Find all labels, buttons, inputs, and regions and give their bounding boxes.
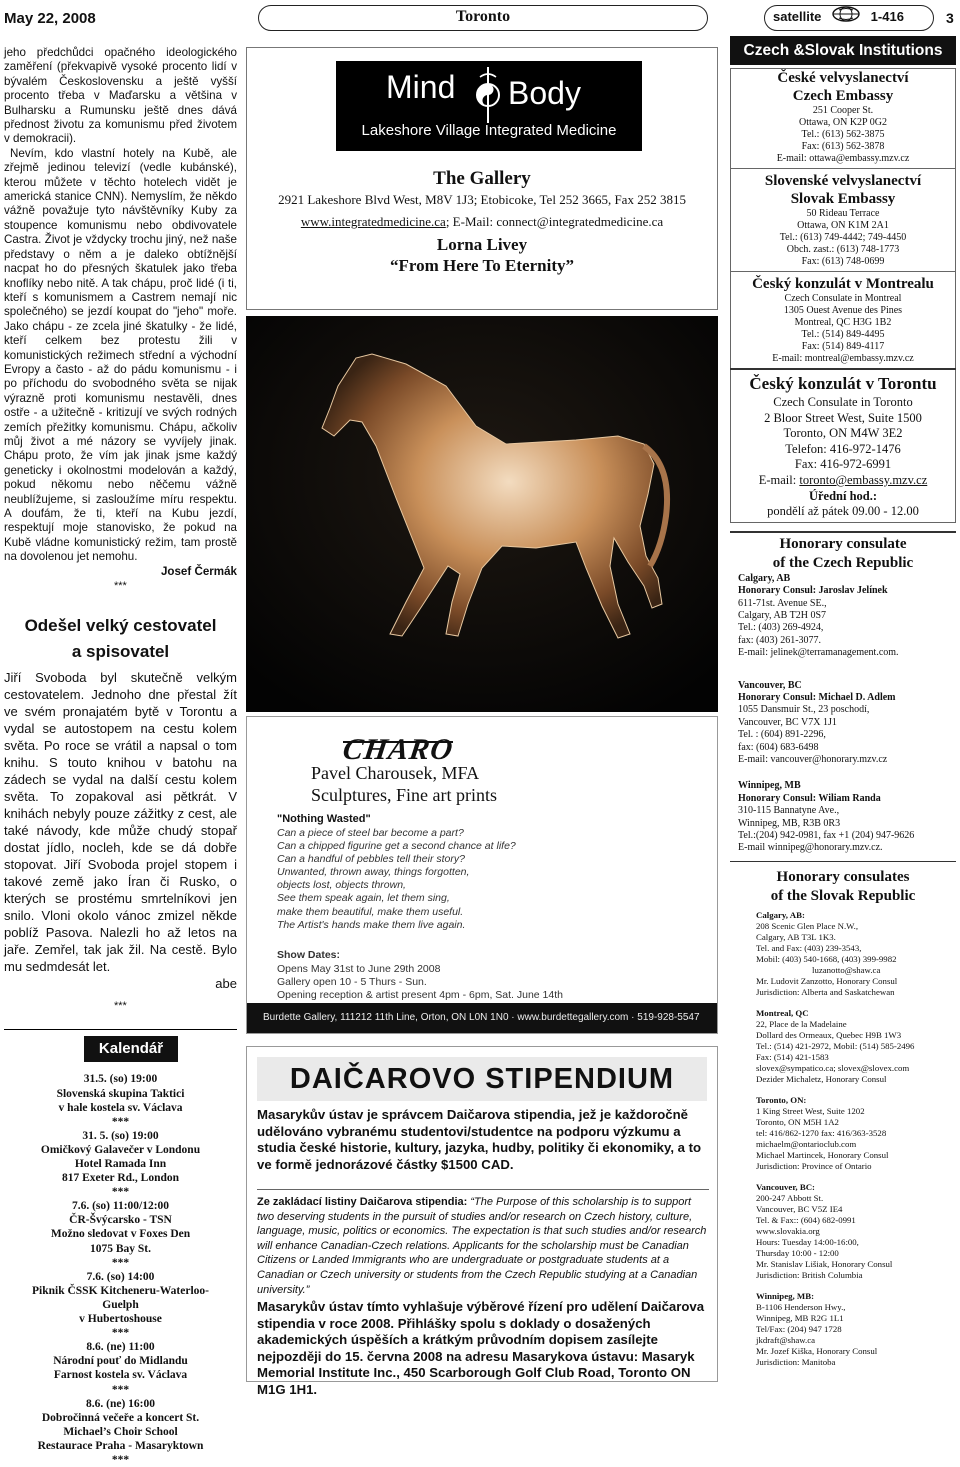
consul-line: jkdraft@shaw.ca: [756, 1334, 816, 1345]
consul-line: Dezider Michaletz, Honorary Consul: [756, 1073, 887, 1084]
embassy-line: Fax: (613) 748-0699: [801, 256, 885, 267]
calendar-line: Guelph: [102, 1298, 139, 1311]
article1-paragraph: jeho předchůdci opačného ideologického zaměření (překvapivě vysoké procento lidí v bývalém Československu a ještě vyšší procento třeba v Maďarsku a většina v Bulharsku a Rumunsku ještě dnes dává přednost životu za komunismu před životem v demokracii).: [4, 46, 237, 146]
block-gap: [738, 660, 956, 680]
calendar-line: Farnost kostela sv. Václava: [53, 1369, 188, 1382]
consul-line: Hours: Tuesday 14:00-16:00,: [756, 1236, 859, 1247]
article2-body: [4, 669, 237, 1015]
show-date-line: Gallery open 10 - 5 Thurs - Sun.: [277, 976, 427, 988]
honorary-czech-section: [730, 531, 956, 855]
email-label: E-mail:: [758, 472, 800, 487]
consul-line: 200-247 Abbott St.: [756, 1192, 824, 1203]
calendar-line: 7.6. (so) 14:00: [86, 1270, 155, 1283]
toronto-email-link[interactable]: toronto@embassy.mzv.cz: [799, 472, 928, 487]
gallery-address: 2921 Lakeshore Blvd West, M8V 1J3; Etobicoke, Tel 252 3665, Fax 252 3815: [278, 192, 686, 207]
masthead-brand: [764, 5, 934, 31]
consul-line: Tel. : (604) 891-2296,: [738, 729, 826, 741]
article2-title-line: a spisovatel: [71, 642, 170, 662]
issue-date: May 22, 2008: [4, 10, 96, 27]
consulate-line: Czech Consulate in Toronto: [773, 395, 913, 409]
calendar-line: 31. 5. (so) 19:00: [82, 1129, 159, 1142]
calendar-line: 1075 Bay St.: [89, 1242, 152, 1255]
consul-line: Calgary, AB:: [756, 909, 805, 920]
consul-line: Jurisdiction: Province of Ontario: [756, 1160, 872, 1171]
show-dates: [277, 963, 563, 1002]
consulate-line: 1305 Ouest Avenue des Pines: [783, 305, 903, 316]
charo-footer: Burdette Gallery, 111212 11th Line, Orton, ON L0N 1N0 · www.burdettegallery.com · 519-928-5547: [247, 1003, 717, 1033]
consul-line: Jurisdiction: British Columbia: [756, 1269, 863, 1280]
consul-line: Tel.: (514) 421-2972, Mobil: (514) 585-2496: [756, 1040, 915, 1051]
calendar-line: Restaurace Praha - Masaryktown: [37, 1439, 204, 1452]
czech-embassy-title-cz: České velvyslanectví: [777, 70, 909, 86]
honorary-slovak-title: Honorary consulates: [776, 868, 910, 885]
consul-line: Mobil: (403) 540-1668, (403) 399-9982: [756, 953, 897, 964]
separator-stars: ***: [114, 580, 127, 593]
consul-line: E-mail: jelinek@terramanagement.com.: [738, 647, 899, 659]
show-date-line: Opens May 31st to June 29th 2008: [277, 963, 441, 975]
honorary-czech-list: [730, 573, 956, 855]
poem-line: See them speak again, let them sing,: [277, 892, 450, 905]
calendar-line: 817 Exeter Rd., London: [61, 1172, 180, 1185]
logo-word-mind: Mind: [386, 69, 456, 105]
consul-line: Winnipeg, MB, R3B 0R3: [738, 817, 841, 829]
consul-line: Montreal, QC: [756, 1007, 809, 1018]
embassy-line: Ottawa, ON K1M 2A1: [797, 220, 889, 231]
left-column: [4, 46, 237, 1467]
calendar-line: 31.5. (so) 19:00: [83, 1073, 158, 1086]
block-gap: [756, 1281, 956, 1291]
calendar-line: v Hubertoshouse: [79, 1313, 162, 1326]
poem-line: Can a piece of steel bar become a part?: [277, 827, 464, 839]
poem-line: The Artist's hands make them live again.: [277, 918, 466, 931]
box-divider: [730, 368, 956, 370]
toronto-consulate-title: Český konzulát v Torontu: [749, 374, 937, 393]
consul-line: 22, Place de la Madelaine: [756, 1018, 847, 1029]
embassy-line: 50 Rideau Terrace: [806, 208, 880, 219]
charo-subtitle: Sculptures, Fine art prints: [311, 785, 497, 805]
embassy-line: Obch. zast.: (613) 748-1773: [786, 244, 900, 255]
article2-text: Jiří Svoboda byl skutečně velkým cestovatelem. Jednoho dne přestal žít ve svém pronajatém bytě v Torontu a vydal se autostopem na cestu kolem světa. Po roce se vrátil a napsal o tom knihu. S touto knihou v batohu na zádech se vydal na další cestu kolem světa. To zopakoval asi pětkrát. V knihách nebyly pouze zážitky z cest, ale také návody, kde může chudý stopař dostat jídlo, nocleh, kde se dá dobře stopovat. Jiří Svoboda projel stopem i takové země jako Íran či Rusko, o kterých se prostému smrtelníkovi jen snilo. Vloni okolo vánoc zmizel někde poblíž Pasova. Nalezli ho až letos na jaře. Zemřel, tak jak žil. Na cestě. Bylo mu sedmdesát let.: [4, 670, 237, 975]
consulate-line: Czech Consulate in Montreal: [784, 293, 902, 304]
article2-title: [4, 613, 237, 665]
consul-line: E-mail winnipeg@honorary.mzv.cz.: [738, 842, 883, 854]
consul-line: 310-115 Bannatyne Ave.,: [738, 805, 840, 817]
poem-line: make them beautiful, make them useful.: [277, 905, 464, 918]
poem-line: Unwanted, thrown away, things forgotten,: [277, 866, 470, 879]
czech-embassy-box: [730, 68, 956, 523]
consul-line: tel: 416/862-1270 fax: 416/363-3528: [756, 1127, 887, 1138]
consul-line: Jurisdiction: Alberta and Saskatchewan: [756, 986, 895, 997]
embassy-line: E-mail: ottawa@embassy.mzv.cz: [776, 153, 910, 164]
scholarship-call: Masarykův ústav tímto vyhlašuje výběrové řízení pro udělení Daičarova stipendia v roce 2008. Přihlášky spolu s doklady o dosažených akademických úspěších a krátkým průvodním dopisem zasílejte nejpozději do 15. června 2008 na adresu Masarykova ústavu: Masaryk Memorial Institute Inc., 450 Scarborough Golf Club Road, Toronto ON M1G 1H1.: [257, 1299, 705, 1397]
consul-line: fax: (604) 683-6498: [738, 741, 819, 753]
consul-line: Vancouver, BC V7X 1J1: [738, 716, 837, 728]
right-column: [730, 36, 956, 1368]
embassy-line: Tel.: (613) 562-3875: [801, 129, 885, 140]
honorary-slovak-section: [730, 861, 956, 1368]
consulate-line: Montreal, QC H3G 1B2: [794, 317, 892, 328]
horse-sculpture-photo: [246, 316, 718, 712]
calendar-line: Národní pouť do Midlandu: [53, 1355, 188, 1368]
scholarship-title: DAIČAROVO STIPENDIUM: [257, 1057, 707, 1101]
consul-line: Vancouver, BC:: [756, 1181, 815, 1192]
office-hours-label: Úřední hod.:: [808, 488, 878, 503]
consul-line: Michael Martincek, Honorary Consul: [756, 1149, 889, 1160]
consulate-line: Tel.: (514) 849-4495: [801, 329, 885, 340]
office-hours: pondělí až pátek 09.00 - 12.00: [767, 504, 919, 519]
consul-line: Calgary, AB: [738, 572, 791, 584]
calendar-line: ***: [111, 1115, 130, 1128]
charo-logo: CHARO: [340, 733, 456, 766]
article1-author: Josef Čermák: [160, 564, 237, 578]
artist-name: Lorna Livey: [436, 235, 528, 254]
charo-artist: Pavel Charousek, MFA: [311, 763, 480, 783]
slovak-embassy-title-sk: Slovenské velvyslanectví: [764, 173, 922, 189]
yin-yang-icon: [474, 65, 502, 125]
calendar-line: 8.6. (ne) 16:00: [86, 1397, 155, 1410]
calendar-line: Omičkový Galavečer v Londonu: [40, 1143, 201, 1156]
calendar-line: 7.6. (so) 11:00/12:00: [71, 1200, 170, 1213]
gallery-title: The Gallery: [433, 168, 531, 189]
mindbody-logo: [336, 61, 642, 151]
logo-subtitle: Lakeshore Village Integrated Medicine: [361, 122, 617, 139]
scholarship-ad: [246, 1046, 718, 1397]
block-gap: [756, 998, 956, 1008]
gallery-email: ; E-Mail: connect@integratedmedicine.ca: [445, 214, 664, 229]
calendar-line: ***: [111, 1256, 130, 1269]
consul-line: 1055 Dansmuir St., 23 poschodí,: [738, 704, 870, 716]
calendar-heading: Kalendář: [84, 1036, 178, 1062]
consul-line: Toronto, ON M5H 1A2: [756, 1116, 839, 1127]
article2-author: abe: [215, 976, 237, 992]
calendar-line: Dobročinná večeře a koncert St.: [41, 1411, 200, 1424]
consul-line: Tel. and Fax: (403) 239-3543,: [756, 942, 862, 953]
consul-line: 611-71st. Avenue SE.,: [738, 597, 827, 609]
gallery-contact: [247, 214, 717, 230]
charo-work-title: "Nothing Wasted": [277, 813, 371, 825]
honorary-czech-title: of the Czech Republic: [772, 554, 914, 571]
embassy-line: Tel.: (613) 749-4442; 749-4450: [779, 232, 907, 243]
consul-line: Honorary Consul: Michael D. Adlem: [738, 692, 896, 703]
consul-line: B-1106 Henderson Hwy.,: [756, 1301, 846, 1312]
consulate-line: 2 Bloor Street West, Suite 1500: [764, 410, 922, 425]
poem-line: Can a handful of pebbles tell their story?: [277, 853, 465, 866]
consul-line: Winnipeg, MB:: [756, 1290, 815, 1301]
block-gap: [756, 1172, 956, 1182]
calendar-line: Michael’s Choir School: [63, 1425, 178, 1438]
consul-line: Toronto, ON:: [756, 1094, 807, 1105]
calendar-line: v hale kostela sv. Václava: [58, 1101, 183, 1114]
charter-lead: Ze zakládací listiny Daičarova stipendia:: [257, 1196, 468, 1208]
logo-word-body: Body: [508, 75, 581, 111]
consul-line: Dollard des Ormeaux, Quebec H9B 1W3: [756, 1029, 902, 1040]
consul-line: Mr. Stanislav Lišiak, Honorary Consul: [756, 1258, 893, 1269]
consul-line: Vancouver, BC: [738, 679, 802, 691]
consul-line: michaelm@ontarioclub.com: [756, 1138, 857, 1149]
consul-line: Mr. Jozef Kiška, Honorary Consul: [756, 1345, 878, 1356]
honorary-slovak-title: of the Slovak Republic: [770, 887, 916, 904]
consul-line: Tel/Fax: (204) 947 1728: [756, 1323, 842, 1334]
institutions-heading: Czech &Slovak Institutions: [730, 36, 956, 65]
gallery-website-link[interactable]: www.integratedmedicine.ca: [300, 214, 446, 229]
consul-line: Mr. Ludovit Zanzotto, Honorary Consul: [756, 975, 898, 986]
calendar-line: ***: [111, 1186, 130, 1199]
consulate-email: [731, 473, 955, 489]
consul-line: Honorary Consul: Wiliam Randa: [738, 792, 881, 804]
consulate-line: Telefon: 416-972-1476: [785, 441, 901, 456]
article1-paragraph: Nevím, kdo vlastní hotely na Kubě, ale zřejmě jedinou televizí (vedle kubánské), kterou můžete v těchto hotelech vidět je americká stanice CNN). Nemyslím, že někdo vážně považuje tyto návštěvníky Kuby za stoupence komunismu nebo obdivovatele Castra. Život je vždycky trochu jiný, než naše představy o něm a je daleko obtížnější nacpat ho do přesných škatulek jako třeba knoflíky nebo nitě. A tak chápu, proč lidé (i ti, kteří s komunismem a Castrem nemají nic společného) se jezdí koupat do "jeho" moře. Jako chápu - ze zcela jiné škatulky - že lidé, kteří celkem bez protestu žili v komunistických režimech střední a východní Evropy a často - až do pádu komunismu - i po příchodu do svobodného světa se nijak výrazně proti komunismu nestavěli, dnes ostře - a užitečně - kritizují ve svých rodných zemích přežitky komunismu. Chápu, ačkoliv můj život a mé názory se vyvíjely jinak. Chápu proto, že vím jak jinak jsme každý geneticky i okolnostmi modelován a každý, pokud někomu nebo něčemu vážně neublížujeme, si zasloužíme míru respektu. A doufám, že ti, kteří na Kubu jezdí, respektují moje stanovisko, že pokud na Kubě vládne komunistický režim, tam prostě na dovolenou jet nemohu.: [4, 146, 237, 564]
charo-poem: [277, 827, 516, 932]
charter-text: “The Purpose of this scholarship is to support two deserving students in the pursuit of studies and/or research on Czech history, culture, language, music, politics or economics. The expectation is that such studies and/or research will enhance Canadian-Czech relations. Applicants for the scholarship must be Canadian Citizens or Landed Immigrants who are undergraduate or postgraduate students at a Canadian or Czech university or students from the Czech Republic studying at a Canadian university.”: [257, 1196, 707, 1296]
consul-line: Winnipeg, MB: [738, 780, 801, 792]
show-dates-title: Show Dates:: [277, 949, 341, 961]
consul-line: luzanotto@shaw.ca: [812, 964, 881, 975]
consul-line: Vancouver, BC V5Z IE4: [756, 1203, 843, 1214]
brand-name: satellite: [773, 9, 822, 24]
show-date-line: Opening reception & artist present 4pm - 6pm, Sat. June 14th: [277, 989, 563, 1001]
consul-line: Jurisdiction: Manitoba: [756, 1356, 836, 1367]
exhibition-title: “From Here To Eternity”: [390, 256, 574, 275]
consulate-line: E-mail: montreal@embassy.mzv.cz: [772, 353, 914, 364]
consul-line: Honorary Consul: Jaroslav Jelínek: [738, 585, 888, 597]
consul-line: Thursday 10:00 - 12:00: [756, 1247, 839, 1258]
calendar-line: Možno sledovat v Foxes Den: [50, 1228, 191, 1241]
issue-number: 1-416: [870, 9, 904, 24]
embassy-line: Ottawa, ON K2P 0G2: [799, 117, 887, 128]
consul-line: fax: (403) 261-3077.: [738, 634, 822, 646]
block-gap: [756, 1085, 956, 1095]
calendar-line: Slovenská skupina Taktici: [56, 1087, 185, 1100]
slovak-embassy-title-en: Slovak Embassy: [790, 191, 896, 207]
consul-line: Calgary, AB T3L 1K3.: [756, 931, 836, 942]
consul-line: Calgary, AB T2H 0S7: [738, 609, 827, 621]
consulate-line: Fax: 416-972-6991: [794, 457, 892, 472]
calendar-list: [4, 1072, 237, 1467]
honorary-czech-title: Honorary consulate: [779, 535, 907, 552]
calendar-line: ***: [111, 1383, 130, 1396]
consulate-line: Toronto, ON M4W 3E2: [783, 426, 903, 441]
calendar-line: 8.6. (ne) 11:00: [86, 1341, 155, 1354]
montreal-consulate-title: Český konzulát v Montrealu: [752, 276, 934, 292]
article2-title-line: Odešel velký cestovatel: [24, 616, 217, 636]
mindbody-ad: [246, 47, 718, 310]
honorary-slovak-list: [730, 910, 956, 1368]
consul-line: 1 King Street West, Suite 1202: [756, 1105, 865, 1116]
separator-stars: ***: [114, 1000, 127, 1013]
section-title: Toronto: [258, 5, 708, 31]
embassy-line: 251 Cooper St.: [812, 105, 874, 116]
calendar-line: ***: [111, 1453, 130, 1466]
box-divider: [730, 271, 956, 272]
consulate-line: Fax: (514) 849-4117: [801, 341, 885, 352]
consul-line: slovex@sympatico.ca; slovex@slovex.com: [756, 1062, 910, 1073]
consul-line: E-mail: vancouver@honorary.mzv.cz: [738, 754, 888, 766]
consul-line: Tel.: (403) 269-4924,: [738, 622, 824, 634]
consul-line: Fax: (514) 421-1583: [756, 1051, 829, 1062]
calendar-line: ***: [111, 1327, 130, 1340]
czech-embassy-title-en: Czech Embassy: [792, 88, 894, 104]
consul-line: www.slovakia.org: [756, 1225, 820, 1236]
scholarship-divider: [257, 1189, 709, 1190]
embassy-line: Fax: (613) 562-3878: [801, 141, 885, 152]
charo-gallery-ad: [246, 716, 718, 1034]
poem-line: Can a chipped figurine get a second chance at life?: [277, 840, 516, 853]
block-gap: [738, 766, 956, 780]
consul-line: Tel. & Fax:: (604) 682-0991: [756, 1214, 856, 1225]
scholarship-intro: Masarykův ústav je správcem Daičarova stipendia, jež je každoročně udělováno vybranému studentovi/studentce na podporu výzkumu a studia české historie, kultury, jazyka, hudby, politiky či ekonomiky, a to ve formě jednorázové částky $1500 CAD.: [257, 1107, 702, 1173]
calendar-divider: [4, 1029, 237, 1030]
poem-line: objects lost, objects thrown,: [277, 879, 406, 892]
satellite-dish-icon: [831, 6, 861, 29]
consul-line: Tel.:(204) 942-0981, fax +1 (204) 947-9626: [738, 830, 915, 842]
consul-line: Winnipeg, MB R2G 1L1: [756, 1312, 844, 1323]
calendar-line: Hotel Ramada Inn: [74, 1158, 167, 1170]
scholarship-charter: [257, 1195, 709, 1297]
consul-line: 208 Scenic Glen Place N.W.,: [756, 920, 859, 931]
calendar-line: Piknik ČSSK Kitcheneru-Waterloo-: [32, 1284, 209, 1297]
page-number: 3: [946, 10, 954, 26]
calendar-line: ČR-Švýcarsko - TSN: [69, 1214, 172, 1227]
box-divider: [730, 168, 956, 169]
